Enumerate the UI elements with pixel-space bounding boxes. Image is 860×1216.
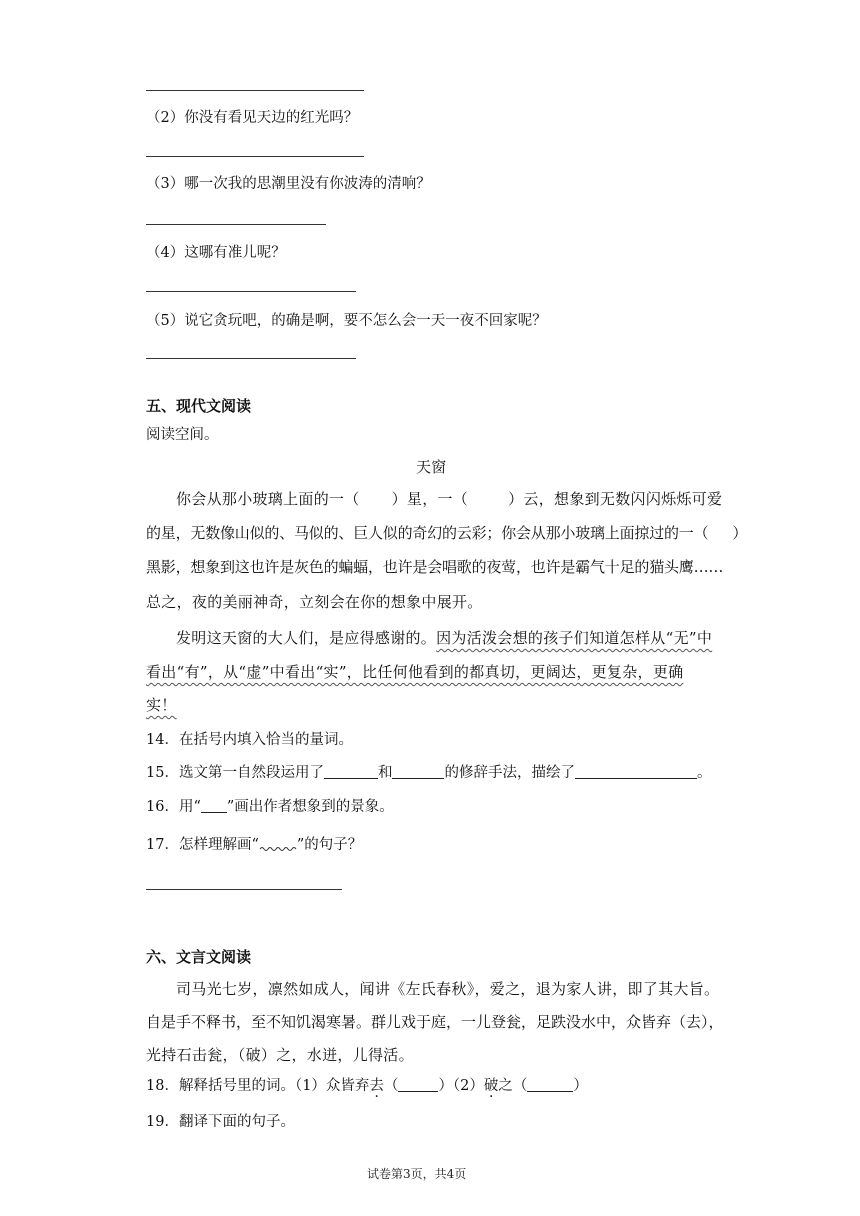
question-15-a: 15．选文第一自然段运用了: [146, 765, 324, 781]
question-18-blank-1[interactable]: [398, 1077, 438, 1092]
answer-line-3[interactable]: [146, 224, 326, 225]
question-15-b: 和: [377, 765, 393, 781]
passage-p2-line1: [176, 627, 712, 648]
question-16-underline-sample: [201, 798, 227, 813]
passage-p2-line1-b: 因为活泼会想的孩子们知道怎样从“无”中: [436, 629, 713, 647]
question-18-b: （: [383, 1078, 399, 1094]
question-15-c: 的修辞手法，描绘了: [444, 765, 575, 781]
question-15-blank-1[interactable]: [324, 764, 378, 779]
passage-p2-line1-a: 发明这天窗的大人们，是应得感谢的。: [176, 629, 437, 647]
passage-p1-line1-b: ）星，一（: [391, 490, 469, 508]
classical-line3: 光持石击瓮，（破）之，水迸，儿得活。: [146, 1046, 414, 1064]
passage-p2-line2: [146, 661, 683, 682]
question-17-a: 17．怎样理解画“: [146, 837, 259, 853]
question-18-c: ）（2）: [438, 1078, 484, 1094]
section-5-heading: 五、现代文阅读: [146, 397, 252, 415]
passage-p1-line1-a: 你会从那小玻璃上面的一（: [176, 490, 360, 508]
passage-p1-line2-b: ）: [732, 524, 748, 542]
page-footer: 试卷第3页，共4页: [367, 1167, 467, 1181]
passage-p1-line4: 总之，夜的美丽神奇，立刻会在你的想象中展开。: [146, 593, 483, 611]
question-18-d: 之（: [498, 1078, 528, 1094]
answer-line-5[interactable]: [146, 358, 356, 359]
answer-line-2[interactable]: [146, 156, 364, 157]
question-13-item-4: （4）这哪有准儿呢？: [146, 245, 286, 261]
passage-p1-line2-a: 的星，无数像山似的、马似的、巨人似的奇幻的云彩；你会从那小玻璃上面掠过的一（: [146, 524, 709, 542]
answer-line-4[interactable]: [146, 291, 356, 292]
question-18-e: ）: [573, 1078, 588, 1094]
passage-p1-line3: 黑影，想象到这也许是灰色的蝙蝠，也许是会唱歌的夜莺，也许是霸气十足的猫头鹰……: [146, 558, 724, 576]
passage-p2-line2-text: 看出“有”，从“虚”中看出“实”，比任何他看到的都真切，更阔达，更复杂，更确: [146, 663, 684, 681]
question-15-d: 。: [696, 765, 712, 781]
question-18-dot-word-2: 破: [483, 1078, 499, 1094]
answer-line-1[interactable]: [146, 90, 364, 91]
question-17-wavy-sample: [259, 837, 297, 851]
question-17: [146, 833, 362, 854]
passage-p1-line2: [146, 522, 747, 543]
question-16-b: ”画出作者想象到的景象。: [226, 799, 394, 815]
question-16: [146, 795, 394, 816]
question-15: [146, 761, 711, 782]
question-13-item-2: （2）你没有看见天边的红光吗？: [146, 110, 359, 126]
question-17-b: ”的句子？: [296, 837, 363, 853]
question-18-dot-word-1: 去: [369, 1078, 384, 1094]
question-18: [146, 1074, 588, 1095]
question-19: 19．翻译下面的句子。: [146, 1114, 295, 1130]
passage-p1-line1-c: ）云，想象到无数闪闪烁烁可爱: [508, 490, 723, 508]
question-15-blank-3[interactable]: [575, 764, 697, 779]
question-14: 14．在括号内填入恰当的量词。: [146, 732, 353, 748]
question-18-a: 18．解释括号里的词。（1）众皆弃: [146, 1078, 370, 1094]
passage-p1-line1: [176, 488, 722, 509]
passage-p2-line3-text: 实！: [146, 696, 177, 714]
classical-line1: 司马光七岁，凛然如成人，闻讲《左氏春秋》，爱之，退为家人讲，即了其大旨。: [176, 980, 720, 998]
section-6-heading: 六、文言文阅读: [146, 948, 252, 966]
answer-line-17[interactable]: [146, 889, 342, 890]
passage-title: 天窗: [416, 458, 447, 476]
classical-line2: 自是手不释书，至不知饥渴寒暑。群儿戏于庭，一儿登瓮，足跌没水中，众皆弃（去），: [146, 1013, 724, 1031]
question-13-item-5: （5）说它贪玩吧，的确是啊，要不怎么会一天一夜不回家呢？: [146, 313, 547, 329]
question-15-blank-2[interactable]: [392, 764, 444, 779]
question-16-a: 16．用“: [146, 799, 201, 815]
passage-p2-line3: [146, 694, 177, 715]
section-5-intro: 阅读空间。: [146, 427, 219, 443]
question-13-item-3: （3）哪一次我的思潮里没有你波涛的清响？: [146, 176, 431, 192]
question-18-blank-2[interactable]: [527, 1077, 573, 1092]
